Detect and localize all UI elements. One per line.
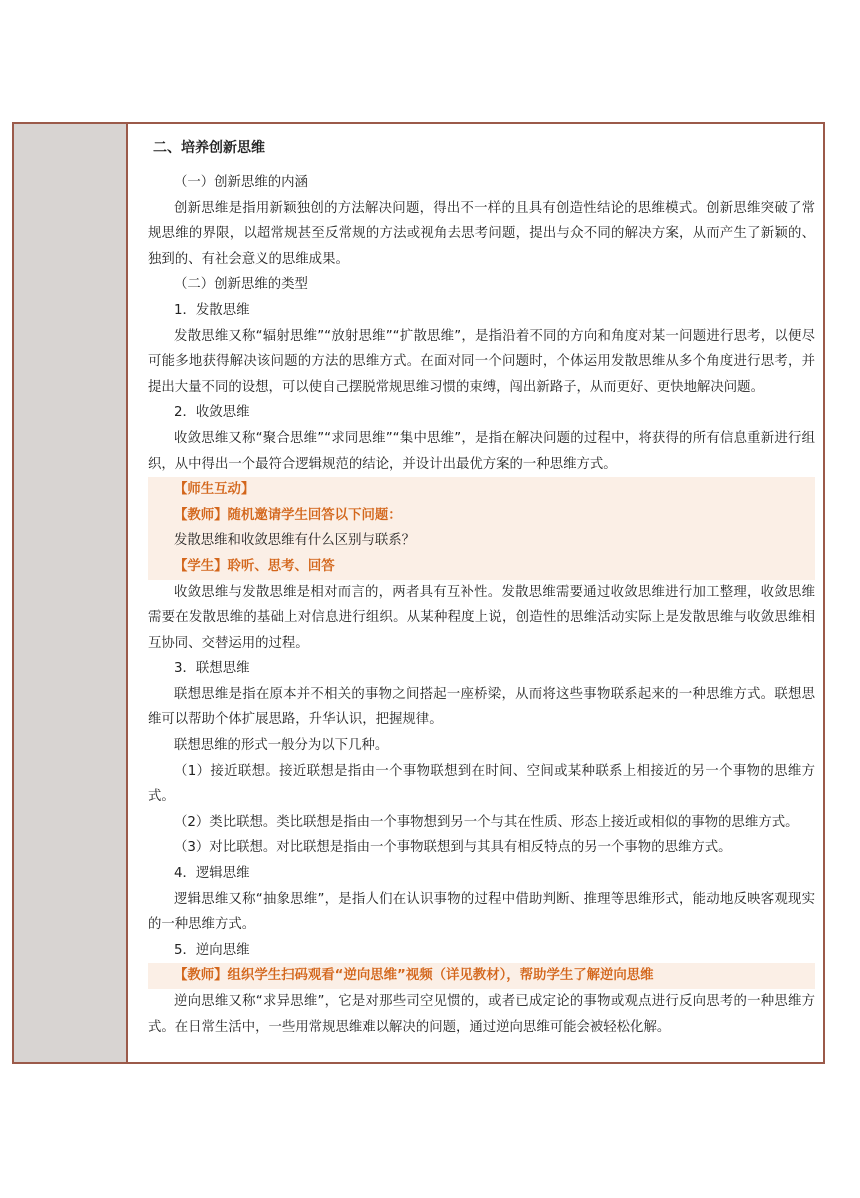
item-title: 5．逆向思维	[174, 942, 250, 958]
left-column	[14, 124, 128, 1062]
subsection-title: （一）创新思维的内涵	[174, 175, 308, 190]
paragraph: 联想思维是指在原本并不相关的事物之间搭起一座桥梁，从而将这些事物联系起来的一种思维方式。联想思维可以帮助个体扩展思路，升华认识，把握规律。	[148, 686, 815, 728]
teacher-prompt: 【教师】组织学生扫码观看“逆向思维”视频（详见教材），帮助学生了解逆向思维	[148, 963, 815, 989]
question: 发散思维和收敛思维有什么区别与联系？	[148, 528, 815, 554]
lesson-table	[12, 122, 825, 1064]
item-title: 1．发散思维	[174, 302, 250, 318]
interaction-label: 【师生互动】	[148, 477, 815, 503]
paragraph: 联想思维的形式一般分为以下几种。	[174, 738, 389, 754]
paragraph: 发散思维又称“辐射思维”“放射思维”“扩散思维”，是指沿着不同的方向和角度对某一问题进行思考，以便尽可能多地获得解决该问题的方法的思维方式。在面对同一个问题时，个体运用发散思维从多个角度进行思考，并提出大量不同的设想，可以使自己摆脱常规思维习惯的束缚，闯出新路子，从而更好、更快地解决问题。	[148, 328, 815, 395]
item-title: 4．逻辑思维	[174, 866, 250, 882]
student-prompt: 【学生】聆听、思考、回答	[148, 554, 815, 580]
paragraph: 收敛思维与发散思维是相对而言的，两者具有互补性。发散思维需要通过收敛思维进行加工整理，收敛思维需要在发散思维的基础上对信息进行组织。从某种程度上说，创造性的思维活动实际上是发散思维与收敛思维相互协同、交替运用的过程。	[148, 584, 815, 651]
teacher-prompt: 【教师】随机邀请学生回答以下问题：	[148, 503, 815, 529]
item-title: 2．收敛思维	[174, 405, 250, 421]
content-column	[128, 124, 823, 1062]
list-item: （2）类比联想。类比联想是指由一个事物想到另一个与其在性质、形态上接近或相似的事物的思维方式。	[174, 814, 799, 830]
section-heading: 二、培养创新思维	[153, 140, 265, 156]
paragraph: 逆向思维又称“求异思维”，它是对那些司空见惯的，或者已成定论的事物或观点进行反向思考的一种思维方式。在日常生活中，一些用常规思维难以解决的问题，通过逆向思维可能会被轻松化解。	[148, 994, 815, 1035]
subsection-title: （二）创新思维的类型	[174, 277, 308, 293]
list-item: （1）接近联想。接近联想是指由一个事物联想到在时间、空间或某种联系上相接近的另一个事物的思维方式。	[148, 763, 815, 805]
paragraph: 创新思维是指用新颖独创的方法解决问题，得出不一样的且具有创造性结论的思维模式。创新思维突破了常规思维的界限，以超常规甚至反常规的方法或视角去思考问题，提出与众不同的解决方案，从而产生了新颖的、独到的、有社会意义的思维成果。	[148, 200, 815, 267]
item-title: 3．联想思维	[174, 661, 250, 677]
paragraph: 收敛思维又称“聚合思维”“求同思维”“集中思维”，是指在解决问题的过程中，将获得的所有信息重新进行组织，从中得出一个最符合逻辑规范的结论，并设计出最优方案的一种思维方式。	[148, 430, 815, 472]
list-item: （3）对比联想。对比联想是指由一个事物联想到与其具有相反特点的另一个事物的思维方式。	[174, 840, 732, 856]
paragraph: 逻辑思维又称“抽象思维”，是指人们在认识事物的过程中借助判断、推理等思维形式，能动地反映客观现实的一种思维方式。	[148, 891, 815, 933]
